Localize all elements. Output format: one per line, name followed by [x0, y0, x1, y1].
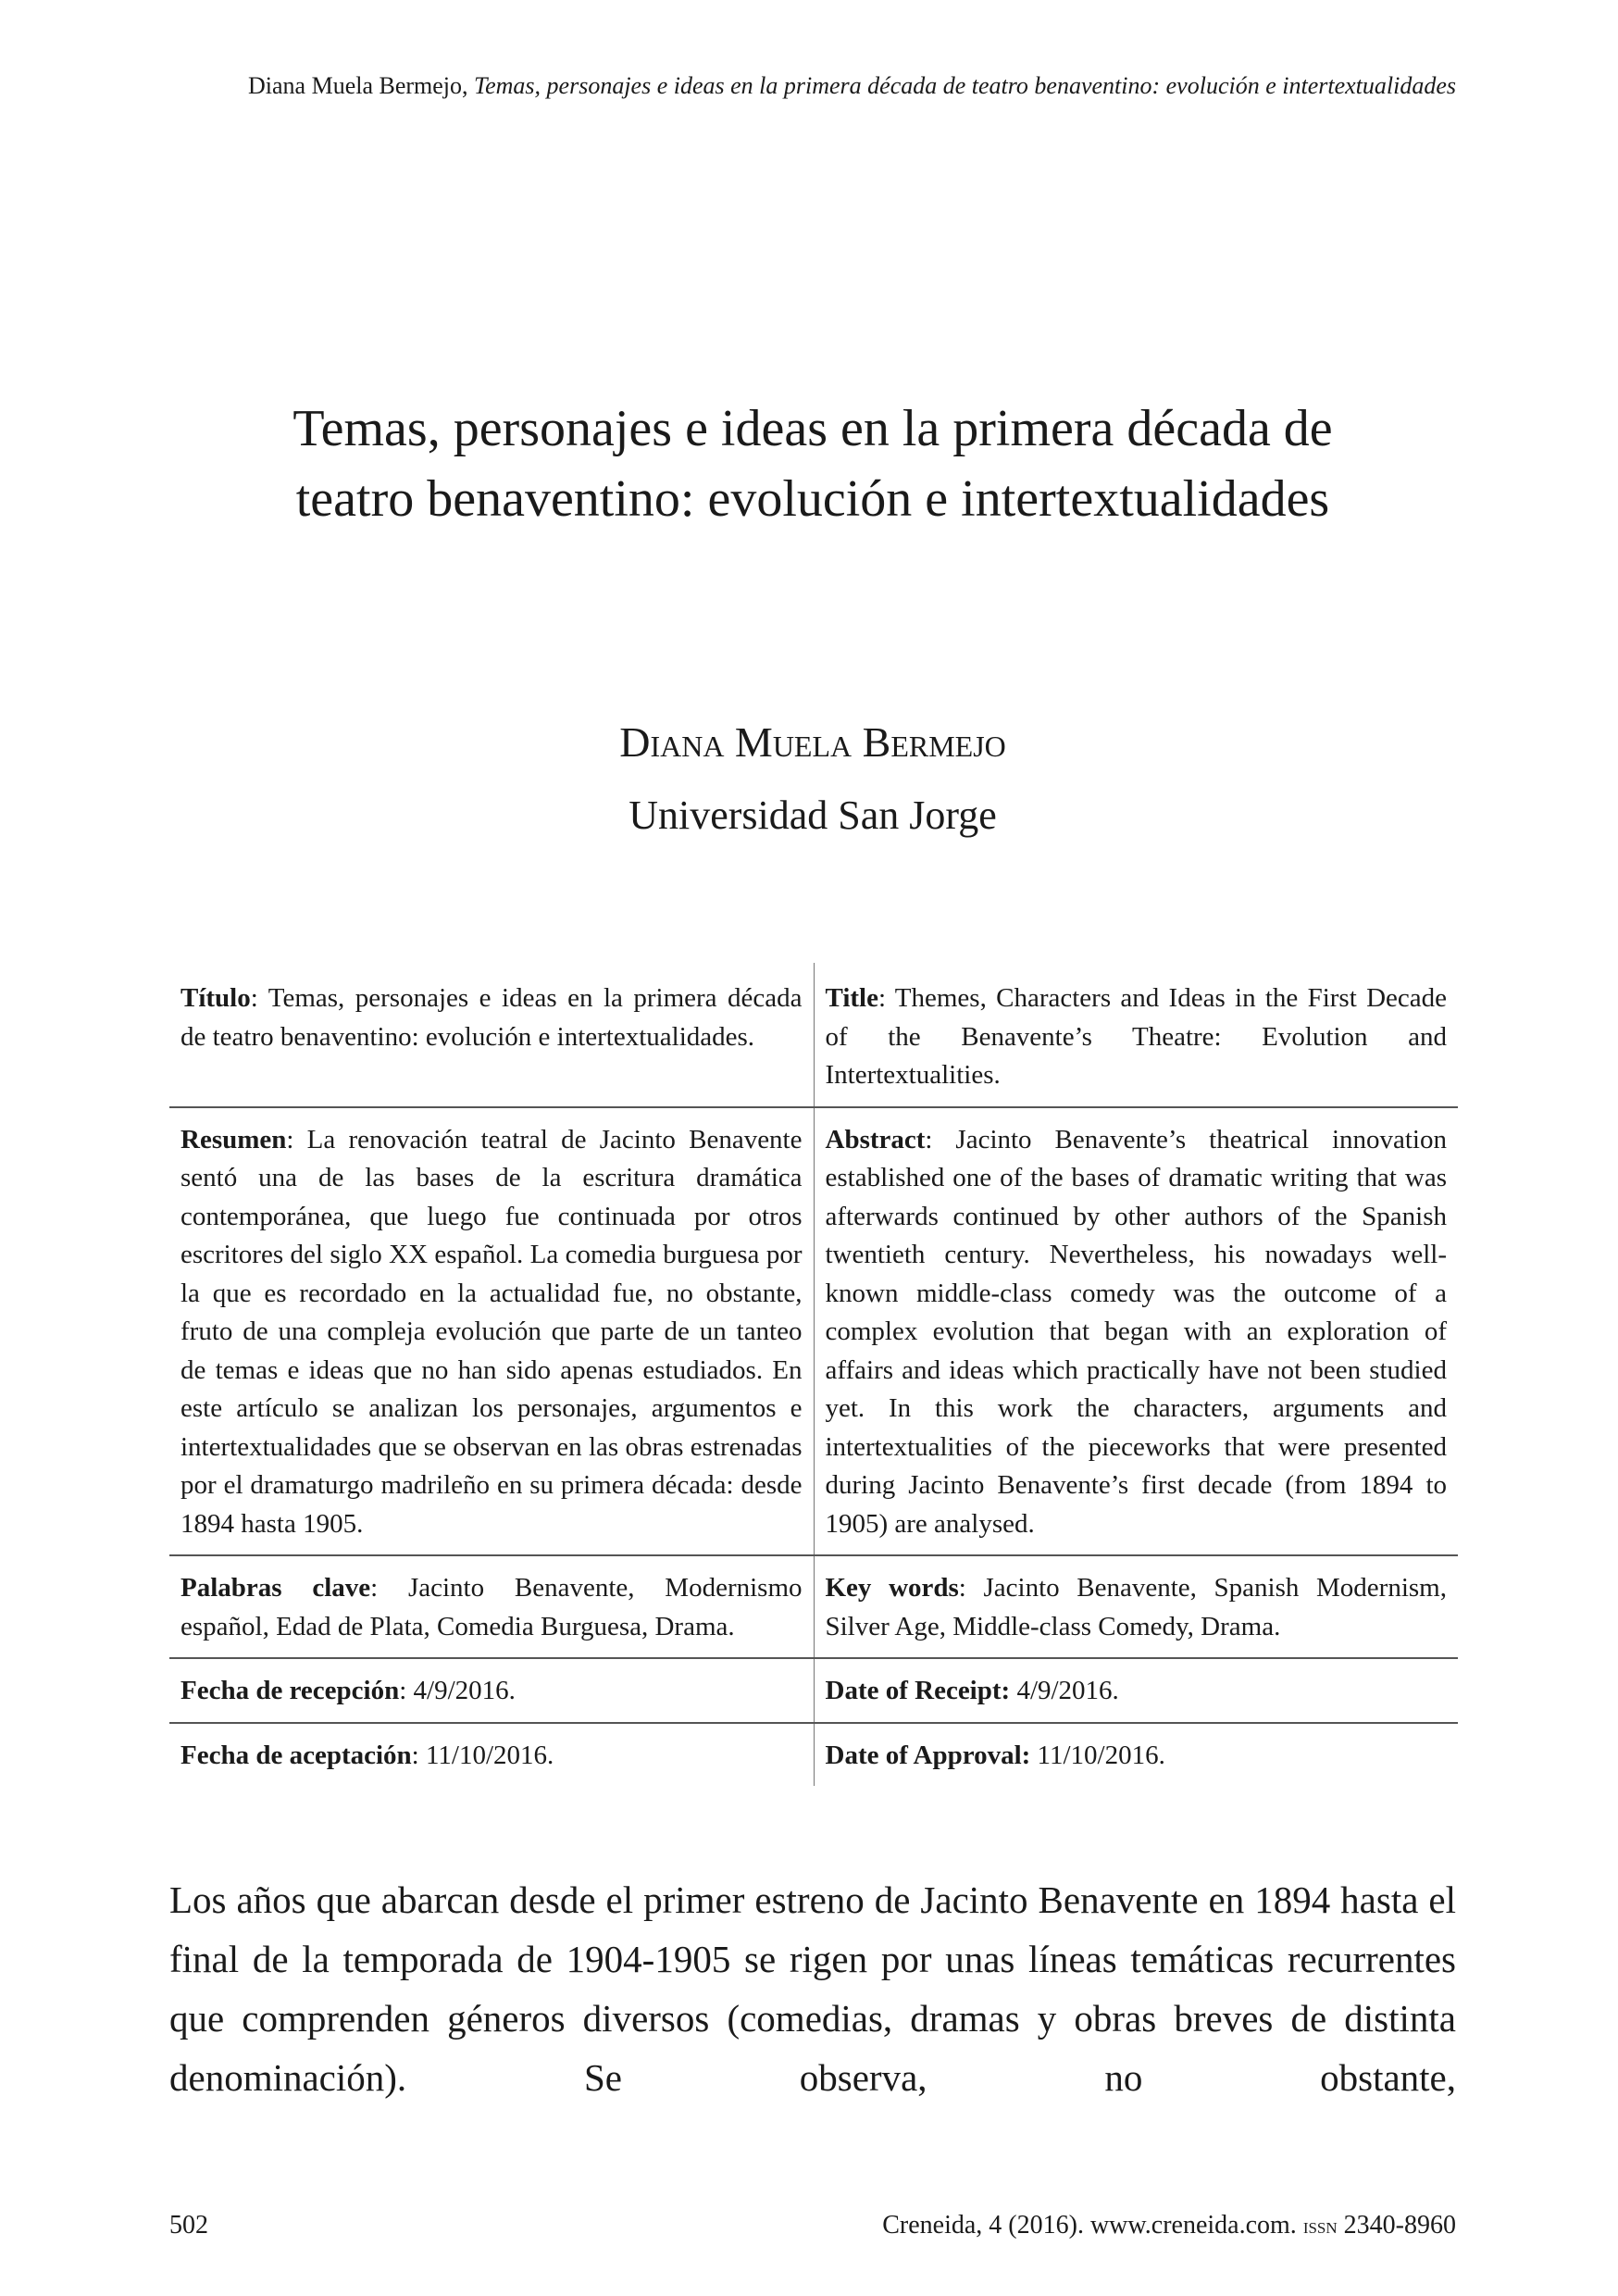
page-number: 502 [169, 2211, 208, 2240]
cell-label: Fecha de recepción [180, 1676, 400, 1705]
cell-text: : 11/10/2016. [411, 1740, 554, 1770]
abstract-cell-right [814, 1658, 1458, 1723]
cell-text: : Jacinto Benavente, Spanish Modernism, Silver Age, Middle-class Comedy, Drama. [825, 1573, 1447, 1641]
article-title [169, 393, 1456, 534]
abstract-table-row [169, 1723, 1458, 1787]
abstract-table-row [169, 1658, 1458, 1723]
journal-citation [882, 2211, 1456, 2240]
cell-text: 4/9/2016. [1010, 1676, 1119, 1705]
abstract-table-row [169, 1107, 1458, 1556]
running-header [169, 72, 1456, 100]
abstract-table-row [169, 963, 1458, 1107]
cell-text: : Themes, Characters and Ideas in the First Decade of the Benavente’s Theatre: Evolution and Intertextualities. [825, 983, 1447, 1090]
article-affiliation: Universidad San Jorge [629, 792, 997, 838]
cell-text: : Temas, personajes e ideas en la primera década de teatro benaventino: evolución e intertextualidades. [180, 983, 803, 1052]
running-header-author: Diana Muela Bermejo, [248, 72, 475, 99]
article-author: Diana Muela Bermejo [619, 718, 1006, 766]
journal-name: Creneida, 4 (2016). www.creneida.com. [882, 2211, 1303, 2240]
article-title-line-2: teatro benaventino: evolución e intertextualidades [295, 470, 1330, 528]
issn-label: issn [1302, 2215, 1338, 2239]
cell-label: Date of Approval: [825, 1740, 1031, 1770]
cell-label: Palabras clave [180, 1573, 371, 1603]
cell-text: : Jacinto Benavente, Modernismo español, Edad de Plata, Comedia Burguesa, Drama. [180, 1573, 803, 1641]
body-paragraph: Los años que abarcan desde el primer estreno de Jacinto Benavente en 1894 hasta el final de la temporada de 1904-1905 se rigen por unas líneas temáticas recurrentes que comprenden géneros diversos (comedias, dramas y obras breves de distinta denominación). Se observa, no obstante, [169, 1878, 1456, 2099]
cell-label: Título [180, 983, 251, 1013]
cell-label: Key words [825, 1573, 959, 1603]
cell-label: Title [825, 983, 878, 1013]
cell-text: : Jacinto Benavente’s theatrical innovation established one of the bases of dramatic writing that was afterwards continued by other authors of the Spanish twentieth century. Nevertheless, his nowadays well-known middle-class comedy was the outcome of a complex evolution that began with an exploration of affairs and ideas which practically have not been studied yet. In this work the characters, arguments and intertextualities of the pieceworks that were presented during Jacinto Benavente’s first decade (from 1894 to 1905) are analysed. [825, 1124, 1447, 1539]
article-title-line-1: Temas, personajes e ideas en la primera década de [292, 400, 1333, 457]
cell-text: : La renovación teatral de Jacinto Benavente sentó una de las bases de la escritura dramática contemporánea, que luego fue continuada por otros escritores del siglo XX español. La comedia burguesa por la que es recordado en la actualidad fue, no obstante, fruto de una compleja evolución que parte de un tanteo de temas e ideas que no han sido apenas estudiados. En este artículo se analizan los personajes, argumentos e intertextualidades que se observan en las obras estrenadas por el dramaturgo madrileño en su primera década: desde 1894 hasta 1905. [180, 1124, 803, 1539]
cell-label: Fecha de aceptación [180, 1740, 412, 1770]
cell-label: Resumen [180, 1124, 287, 1154]
abstract-cell-left [169, 1107, 814, 1556]
abstract-cell-left [169, 963, 814, 1107]
abstract-cell-left [169, 1555, 814, 1658]
abstract-cell-right [814, 1723, 1458, 1787]
running-header-title: Temas, personajes e ideas en la primera década de teatro benaventino: evolución e intertextualidades [474, 72, 1456, 99]
issn-number: 2340-8960 [1337, 2211, 1456, 2240]
cell-text: : 4/9/2016. [399, 1676, 516, 1705]
abstract-cell-left [169, 1658, 814, 1723]
abstract-table-row [169, 1555, 1458, 1658]
abstract-cell-right [814, 963, 1458, 1107]
cell-text: 11/10/2016. [1030, 1740, 1165, 1770]
cell-label: Date of Receipt: [825, 1676, 1011, 1705]
cell-label: Abstract [825, 1124, 926, 1154]
abstract-table [169, 963, 1458, 1786]
page-footer [169, 2211, 1456, 2240]
abstract-cell-left [169, 1723, 814, 1787]
abstract-cell-right [814, 1555, 1458, 1658]
abstract-cell-right [814, 1107, 1458, 1556]
